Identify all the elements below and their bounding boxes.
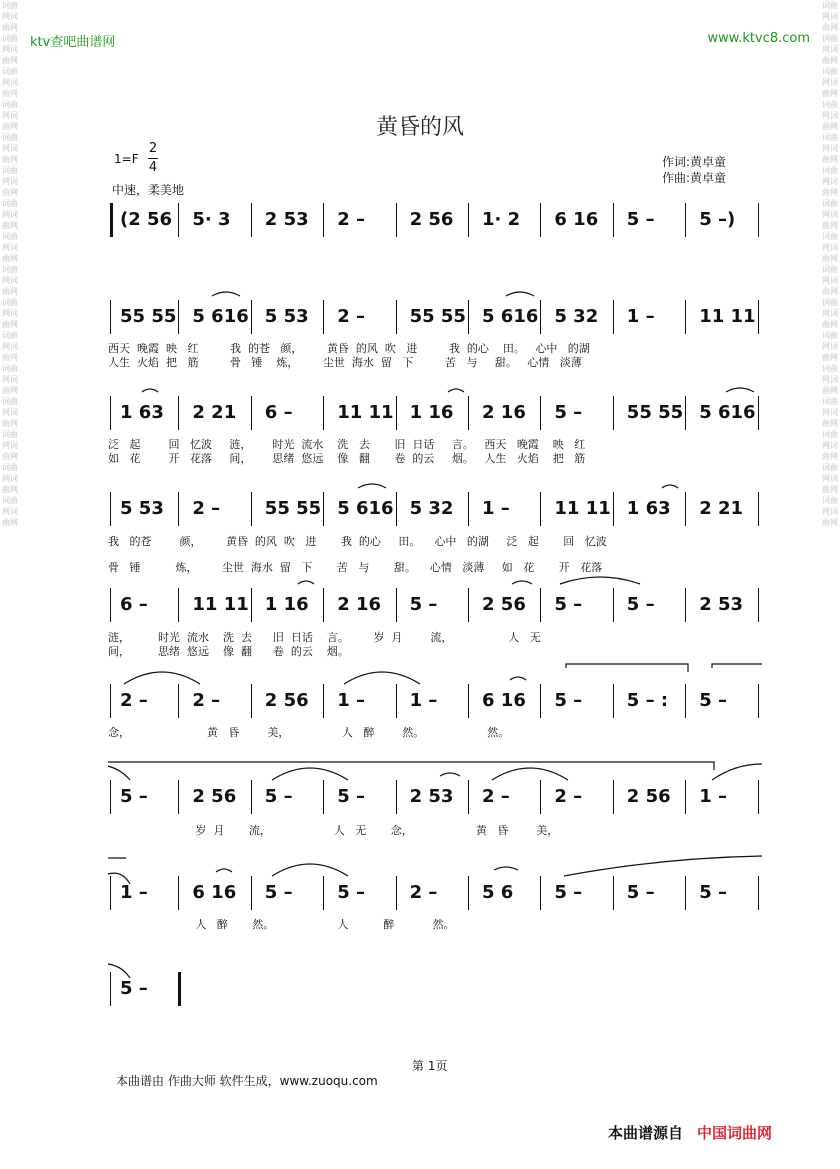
slur-arc <box>142 389 158 392</box>
barline <box>613 684 614 718</box>
lyric-line: 我 的苍 颜， 黄昏 的风 吹 进 我 的心 田。 心中 的湖 泛 起 回 忆波 <box>108 535 607 548</box>
barline <box>178 492 179 526</box>
barline <box>178 588 179 622</box>
measure: 5 – <box>120 786 148 807</box>
barline <box>540 588 541 622</box>
measure: 5 32 <box>409 498 454 519</box>
measure: 1 – <box>120 882 148 903</box>
measure: (2 56 <box>120 209 173 230</box>
measure: 5 – <box>337 786 365 807</box>
source-credit <box>608 1122 772 1143</box>
barline <box>468 780 469 814</box>
measure: 11 11 <box>337 402 394 423</box>
measure: 5 6 <box>482 882 514 903</box>
measure: 6 16 <box>482 690 526 711</box>
barline <box>110 396 111 430</box>
source-brand-link[interactable]: 中国词曲网 <box>697 1124 773 1142</box>
barline <box>540 780 541 814</box>
measure: 2 – <box>554 786 583 807</box>
measure: 5 – <box>626 882 655 903</box>
barline <box>468 588 469 622</box>
measure: 5 – <box>554 594 583 615</box>
barline <box>685 780 686 814</box>
measure: 1 63 <box>626 498 671 519</box>
measure: 2 56 <box>409 209 454 230</box>
barline <box>685 396 686 430</box>
barline <box>323 492 324 526</box>
slur-arc <box>216 869 232 872</box>
measure: 5 616 <box>337 498 394 519</box>
barline <box>251 492 252 526</box>
barline <box>468 203 469 237</box>
lyric-line: 骨 锤 炼， 尘世 海水 留 下 苦 与 甜。 心情 淡薄 如 花 开 花落 <box>108 561 603 574</box>
barline <box>540 300 541 334</box>
measure: 1 63 <box>120 402 164 423</box>
notation-measures <box>110 780 764 826</box>
barline <box>468 876 469 910</box>
barline <box>468 396 469 430</box>
lyric-line: 如 花 开 花落 间， 思绪 悠远 像 翻 卷 的云 烟。 人生 火焰 把 筋 <box>108 452 586 465</box>
measure: 5 – <box>264 882 293 903</box>
barline <box>110 492 111 526</box>
barline <box>396 876 397 910</box>
notation-row <box>110 588 764 634</box>
barline <box>685 876 686 910</box>
barline <box>468 492 469 526</box>
measure: 55 55 <box>264 498 322 519</box>
measure: 1 – <box>626 306 655 327</box>
barline <box>685 684 686 718</box>
barline <box>613 492 614 526</box>
measure: 5 – <box>699 882 727 903</box>
barline <box>396 684 397 718</box>
measure: 2 53 <box>409 786 454 807</box>
time-sig-bottom: 4 <box>148 160 158 175</box>
lyric-line: 西天 晚霞 映 红 我 的苍 颜， 黄昏 的风 吹 进 我 的心 田。 心中 的湖 <box>108 342 590 355</box>
measure: 5 32 <box>554 306 599 327</box>
barline <box>468 684 469 718</box>
measure: 5· 3 <box>192 209 231 230</box>
measure: 2 – <box>482 786 510 807</box>
barline <box>323 300 324 334</box>
lyric-line: 岁 月 流， 人 无 念， 黄 昏 美， <box>108 824 559 837</box>
barline <box>613 876 614 910</box>
tie-arc <box>344 672 420 684</box>
slur-arc <box>358 484 386 488</box>
measure: 5 – <box>626 594 655 615</box>
measure: 6 – <box>264 402 293 423</box>
barline <box>540 396 541 430</box>
tie-arc <box>272 768 348 780</box>
notation-measures <box>110 588 764 634</box>
measure: 2 16 <box>482 402 526 423</box>
slur-arc <box>298 581 314 584</box>
barline <box>758 300 759 334</box>
slur-arc <box>212 292 240 296</box>
barline <box>758 780 759 814</box>
measure: 5 –) <box>699 209 736 230</box>
measure: 11 11 <box>699 306 756 327</box>
barline <box>758 588 759 622</box>
measure: 55 55 <box>120 306 177 327</box>
measure: 2 – <box>192 498 221 519</box>
measure: 5 – <box>264 786 293 807</box>
slur-arc <box>560 577 640 584</box>
barline <box>251 780 252 814</box>
measure: 1 16 <box>409 402 454 423</box>
measure: 11 11 <box>192 594 249 615</box>
tempo-marking: 中速，柔美地 <box>112 183 185 197</box>
barline <box>323 876 324 910</box>
time-signature <box>148 140 158 177</box>
barline <box>613 396 614 430</box>
watermark-strip-left: 词曲网词曲网词曲网词曲网词曲网词曲网词曲网词曲网词曲网词曲网词曲网词曲网词曲网词曲网词曲网词曲网词曲网词曲网词曲网词曲网词曲网词曲网词曲网词曲网词曲网词曲网词曲网词曲网词曲网词曲网词曲网词曲网 <box>2 1 18 527</box>
measure: 2 53 <box>264 209 309 230</box>
measure: 6 16 <box>554 209 599 230</box>
measure: 1 – <box>699 786 727 807</box>
measure: 2 21 <box>192 402 237 423</box>
measure: 2 – <box>337 209 365 230</box>
notation-row <box>110 972 764 1018</box>
barline <box>540 876 541 910</box>
measure: 5 – <box>699 690 727 711</box>
barline <box>251 876 252 910</box>
time-sig-line <box>148 158 158 159</box>
tie-arc <box>124 672 200 684</box>
barline <box>396 780 397 814</box>
barline <box>110 876 111 910</box>
measure: 5 616 <box>192 306 249 327</box>
barline <box>396 300 397 334</box>
lyricist-credit: 作词:黄卓童 <box>662 155 727 169</box>
tie-arc <box>108 766 130 780</box>
measure: 2 – <box>337 306 365 327</box>
measure: 1· 2 <box>482 209 521 230</box>
slur-arc <box>448 389 464 392</box>
measure: 5 – <box>626 209 655 230</box>
barline <box>110 300 111 334</box>
barline <box>685 203 686 237</box>
measure: 2 16 <box>337 594 382 615</box>
barline <box>613 203 614 237</box>
barline <box>685 300 686 334</box>
barline <box>396 588 397 622</box>
measure: 1 16 <box>264 594 309 615</box>
measure: 2 – <box>409 882 438 903</box>
lyric-line: 涟， 时光 流水 洗 去 旧 日话 言。 岁 月 流， 人 无 <box>108 631 541 644</box>
page-number: 第 1页 <box>412 1059 448 1073</box>
measure: 1 – <box>337 690 365 711</box>
software-credit: 本曲谱由 作曲大师 软件生成，www.zuoqu.com <box>116 1074 378 1088</box>
measure: 5 – <box>554 882 583 903</box>
barline <box>396 492 397 526</box>
slur-arc <box>662 485 678 488</box>
slur-arc <box>440 773 460 776</box>
barline <box>251 300 252 334</box>
time-sig-top: 2 <box>148 141 158 156</box>
barline <box>685 492 686 526</box>
composer-credit: 作曲:黄卓童 <box>662 171 727 185</box>
measure: 2 56 <box>264 690 309 711</box>
barline <box>540 203 541 237</box>
lyric-line: 念， 黄 昏 美， 人 醉 然。 然。 <box>108 726 510 739</box>
barline <box>251 684 252 718</box>
measure: 5 616 <box>699 402 756 423</box>
credits <box>662 154 726 186</box>
song-title: 黄昏的风 <box>375 115 464 140</box>
site-name-left[interactable]: ktv查吧曲谱网 <box>30 35 116 50</box>
notation-row <box>110 780 764 826</box>
measure: 1 – <box>482 498 510 519</box>
barline <box>251 203 252 237</box>
barline <box>178 876 179 910</box>
barline <box>540 492 541 526</box>
lyric-line: 泛 起 回 忆波 涟， 时光 流水 洗 去 旧 日话 言。 西天 晚霞 映 红 <box>108 438 586 451</box>
measure: 5 – <box>554 690 583 711</box>
measure: 2 – <box>120 690 148 711</box>
slur-arc <box>506 292 534 296</box>
slur-arc <box>726 388 754 392</box>
barline <box>396 203 397 237</box>
watermark-strip-right: 词曲网词曲网词曲网词曲网词曲网词曲网词曲网词曲网词曲网词曲网词曲网词曲网词曲网词曲网词曲网词曲网词曲网词曲网词曲网词曲网词曲网词曲网词曲网词曲网词曲网词曲网词曲网词曲网词曲网词曲网词曲网词曲网 <box>822 1 838 527</box>
lyric-line: 人生 火焰 把 筋 骨 锤 炼， 尘世 海水 留 下 苦 与 甜。 心情 淡薄 <box>108 356 582 369</box>
barline <box>323 203 324 237</box>
tie-arc <box>492 768 568 780</box>
barline <box>110 203 113 237</box>
barline <box>685 588 686 622</box>
barline <box>758 876 759 910</box>
measure: 5 53 <box>264 306 309 327</box>
measure: 5 – <box>409 594 438 615</box>
barline <box>758 684 759 718</box>
measure: 5 – <box>337 882 365 903</box>
measure: 11 11 <box>554 498 611 519</box>
barline <box>110 588 111 622</box>
slur-arc <box>512 581 532 584</box>
notation-measures <box>110 203 764 249</box>
tie-arc <box>272 864 348 876</box>
barline <box>758 492 759 526</box>
notation-row <box>110 492 764 538</box>
measure: 5 616 <box>482 306 539 327</box>
volta-2 <box>712 664 762 668</box>
barline <box>110 684 111 718</box>
measure: 55 55 <box>626 402 684 423</box>
barline <box>251 588 252 622</box>
barline <box>178 300 179 334</box>
slur-arc <box>494 867 518 870</box>
measure: 1 – <box>409 690 438 711</box>
barline <box>110 972 111 1006</box>
barline <box>613 588 614 622</box>
barline <box>540 684 541 718</box>
measure: 2 56 <box>482 594 526 615</box>
barline <box>758 203 759 237</box>
barline <box>613 300 614 334</box>
key-signature: 1=F <box>114 152 139 166</box>
tie-arc <box>564 856 762 876</box>
measure: 55 55 <box>409 306 466 327</box>
barline <box>468 300 469 334</box>
measure: 5 – <box>554 402 583 423</box>
barline <box>323 684 324 718</box>
barline <box>758 396 759 430</box>
lyric-line: 间， 思绪 悠远 像 翻 卷 的云 烟。 <box>108 645 349 658</box>
measure: 2 21 <box>699 498 744 519</box>
notation-measures <box>110 492 764 538</box>
volta-1 <box>566 664 688 672</box>
notation-row <box>110 203 764 249</box>
measure: 5 53 <box>120 498 164 519</box>
final-barline <box>178 972 181 1006</box>
barline <box>178 780 179 814</box>
notation-measures <box>110 972 764 1018</box>
slur-arc <box>510 677 526 680</box>
barline <box>323 588 324 622</box>
barline <box>323 780 324 814</box>
measure: 5 – <box>120 978 148 999</box>
measure: 2 53 <box>699 594 744 615</box>
barline <box>251 396 252 430</box>
barline <box>178 396 179 430</box>
measure: 2 56 <box>626 786 671 807</box>
site-url-right[interactable]: www.ktvc8.com <box>707 31 810 46</box>
barline <box>110 780 111 814</box>
barline <box>178 684 179 718</box>
measure: 6 – <box>120 594 148 615</box>
barline <box>613 780 614 814</box>
measure: 6 16 <box>192 882 237 903</box>
lyric-line: 人 醉 然。 人 醉 然。 <box>108 918 455 931</box>
barline <box>396 396 397 430</box>
barline <box>178 203 179 237</box>
source-prefix: 本曲谱源自 <box>608 1124 684 1142</box>
measure: 5 – : <box>626 690 669 711</box>
volta-bracket <box>108 762 714 770</box>
measure: 2 – <box>192 690 221 711</box>
measure: 2 56 <box>192 786 237 807</box>
tie-arc <box>712 764 762 780</box>
barline <box>323 396 324 430</box>
